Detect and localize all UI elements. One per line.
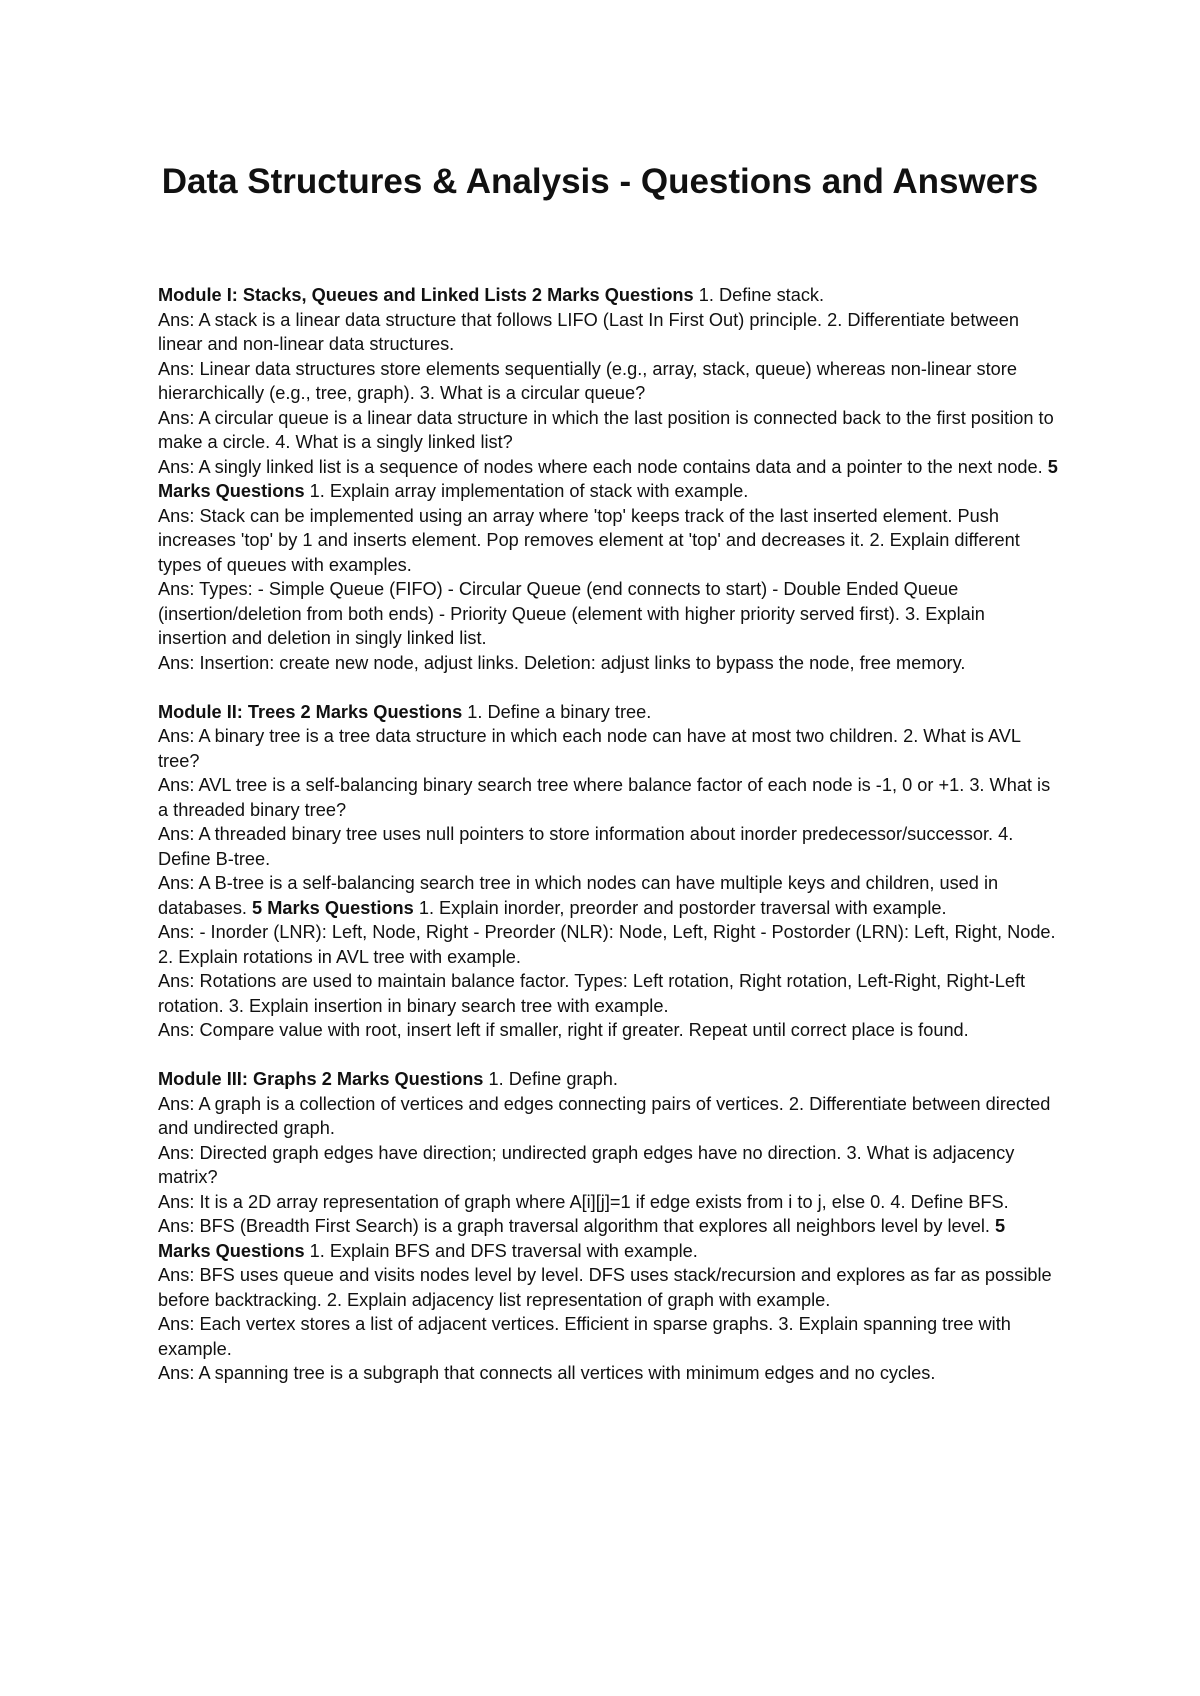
answer-line (158, 1141, 1058, 1190)
answer-line (158, 1312, 1058, 1361)
bold-run: Module I: Stacks, Queues and Linked Lists 2 Marks Questions (158, 285, 694, 305)
answer-line (158, 773, 1058, 822)
answer-line (158, 308, 1058, 357)
text-run: Ans: A spanning tree is a subgraph that connects all vertices with minimum edges and no cycles. (158, 1363, 936, 1383)
document-title: Data Structures & Analysis - Questions and Answers (161, 162, 1039, 201)
text-run: Ans: BFS uses queue and visits nodes level by level. DFS uses stack/recursion and explores as far as possible before backtracking. 2. Explain adjacency list representation of graph with example. (158, 1265, 1052, 1310)
text-run: Ans: AVL tree is a self-balancing binary search tree where balance factor of each node is -1, 0 or +1. 3. What is a threaded binary tree? (158, 775, 1051, 820)
text-run: Ans: Linear data structures store elements sequentially (e.g., array, stack, queue) whereas non-linear store hierarchically (e.g., tree, graph). 3. What is a circular queue? (158, 358, 1017, 403)
module-heading-line (158, 700, 1058, 725)
answer-line (158, 455, 1058, 504)
answer-line (158, 822, 1058, 871)
answer-line (158, 1092, 1058, 1141)
bold-run: 5 Marks Questions (158, 1216, 1006, 1261)
answer-line (158, 1263, 1058, 1312)
text-run: 1. Explain array implementation of stack with example. (304, 481, 749, 501)
text-run: Ans: Directed graph edges have direction; undirected graph edges have no direction. 3. What is adjacency matrix? (158, 1142, 1015, 1187)
module-heading-line (158, 283, 1058, 308)
answer-line (158, 920, 1058, 969)
answer-line (158, 357, 1058, 406)
text-run: 1. Explain inorder, preorder and postorder traversal with example. (413, 897, 947, 918)
bold-run: 5 Marks Questions (252, 897, 414, 918)
answer-line (158, 577, 1058, 651)
bold-run: Module III: Graphs 2 Marks Questions (158, 1069, 484, 1089)
text-run: Ans: A graph is a collection of vertices and edges connecting pairs of vertices. 2. Differentiate between directed and undirected graph. (158, 1093, 1051, 1138)
text-run: Ans: Compare value with root, insert left if smaller, right if greater. Repeat until correct place is found. (158, 1020, 969, 1040)
answer-line (158, 1361, 1058, 1386)
text-run: 1. Define stack. (693, 285, 825, 305)
text-run: Ans: A singly linked list is a sequence of nodes where each node contains data and a pointer to the next node. (158, 456, 1048, 477)
answer-line (158, 651, 1058, 676)
module-section (158, 700, 1058, 1043)
text-run: Ans: A circular queue is a linear data structure in which the last position is connected back to the first position to make a circle. 4. What is a singly linked list? (158, 407, 1054, 452)
answer-line (158, 1214, 1058, 1263)
text-run: Ans: Each vertex stores a list of adjacent vertices. Efficient in sparse graphs. 3. Explain spanning tree with example. (158, 1314, 1011, 1359)
text-run: Ans: Types: - Simple Queue (FIFO) - Circular Queue (end connects to start) - Double Ended Queue (insertion/deletion from both ends) - Priority Queue (element with higher priority served first). 3. Explain insertion and deletion in singly linked list. (158, 579, 985, 648)
text-run: Ans: A B-tree is a self-balancing search tree in which nodes can have multiple keys and children, used in databases. (158, 873, 999, 918)
text-run: Ans: It is a 2D array representation of graph where A[i][j]=1 if edge exists from i to j, else 0. 4. Define BFS. (158, 1191, 1009, 1212)
answer-line (158, 724, 1058, 773)
text-run: Ans: A stack is a linear data structure that follows LIFO (Last In First Out) principle. 2. Differentiate between linear and non-linear data structures. (158, 309, 1019, 354)
text-run: Ans: Insertion: create new node, adjust links. Deletion: adjust links to bypass the node, free memory. (158, 652, 966, 673)
text-run: 1. Define a binary tree. (462, 701, 652, 722)
answer-line (158, 504, 1058, 578)
text-run: Ans: A binary tree is a tree data structure in which each node can have at most two children. 2. What is AVL tree? (158, 726, 1021, 771)
answer-line (158, 1190, 1058, 1215)
document-body (158, 283, 1058, 1410)
text-run: 1. Define graph. (483, 1069, 618, 1089)
answer-line (158, 871, 1058, 920)
text-run: Ans: Rotations are used to maintain balance factor. Types: Left rotation, Right rotation, Left-Right, Right-Left rotation. 3. Explain insertion in binary search tree with example. (158, 971, 1026, 1016)
text-run: Ans: A threaded binary tree uses null pointers to store information about inorder predecessor/successor. 4. Define B-tree. (158, 824, 1014, 869)
module-section (158, 1067, 1058, 1386)
text-run: Ans: Stack can be implemented using an array where 'top' keeps track of the last inserted element. Push increases 'top' by 1 and inserts element. Pop removes element at 'top' and decreases it. 2. Explain different types of queues with examples. (158, 505, 1020, 575)
answer-line (158, 969, 1058, 1018)
module-heading-line (158, 1067, 1058, 1092)
answer-line (158, 406, 1058, 455)
text-run: Ans: - Inorder (LNR): Left, Node, Right - Preorder (NLR): Node, Left, Right - Postorder (LRN): Left, Right, Node. 2. Explain rotations in AVL tree with example. (158, 922, 1056, 967)
bold-run: Module II: Trees 2 Marks Questions (158, 701, 463, 722)
bold-run: 5 Marks Questions (158, 456, 1058, 501)
answer-line (158, 1018, 1058, 1043)
text-run: Ans: BFS (Breadth First Search) is a graph traversal algorithm that explores all neighbors level by level. (158, 1216, 995, 1236)
module-section (158, 283, 1058, 675)
text-run: 1. Explain BFS and DFS traversal with example. (304, 1240, 698, 1261)
